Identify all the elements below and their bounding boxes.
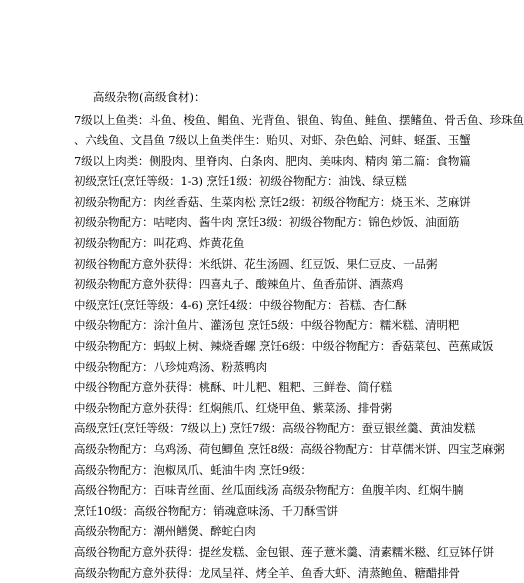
text-line: 中级杂物配方：蚂蚁上树、辣烧香螺 烹饪6级：中级谷物配方：香菇菜包、芭蕉咸饭 (74, 336, 500, 357)
text-line: 高级杂物配方：泡椒凤爪、蚝油牛肉 烹饪9级： (74, 460, 500, 481)
text-line: 初级谷物配方意外获得：米纸饼、花生汤圆、红豆饭、果仁豆皮、一品粥 (74, 254, 500, 275)
text-line: 7级以上鱼类：斗鱼、梭鱼、鲳鱼、光背鱼、银鱼、钩鱼、鲑鱼、摆鳍鱼、骨舌鱼、珍珠鱼 (74, 110, 500, 131)
text-line: 高级杂物配方意外获得：龙凤呈祥、烤全羊、鱼香大虾、清蒸鲍鱼、糖醋排骨 (74, 563, 500, 583)
text-line: 高级谷物配方：百味青丝面、丝瓜面线汤 高级杂物配方：鱼腹羊肉、红焖牛腩 (74, 480, 500, 501)
text-line: 高级杂物配方：乌鸡汤、荷包鲫鱼 烹饪8级：高级谷物配方：甘草儒米饼、四宝芝麻粥 (74, 439, 500, 460)
text-line: 烹饪10级：高级谷物配方：销魂意味汤、千刀酥雪饼 (74, 501, 500, 522)
text-line: 中级杂物配方：涂汁鱼片、灌汤包 烹饪5级：中级谷物配方：糯米糕、清明粑 (74, 315, 500, 336)
text-line: 、六线鱼、文昌鱼 7级以上鱼类伴生：贻贝、对虾、杂色蛤、河蚌、蛏蛋、玉蟹 (74, 130, 500, 151)
text-line: 初级杂物配方：叫花鸡、炸黄花鱼 (74, 233, 500, 254)
text-line: 初级烹饪(烹饪等级：1-3) 烹饪1级：初级谷物配方：油饯、绿豆糕 (74, 171, 500, 192)
text-line: 中级谷物配方意外获得：桃酥、叶儿粑、粗粑、三鲜卷、简仔糕 (74, 377, 500, 398)
text-line: 高级杂物配方：潮州鳝煲、醉蛇白肉 (74, 521, 500, 542)
text-line: 高级烹饪(烹饪等级：7级以上) 烹饪7级：高级谷物配方：蚕豆银丝羹、黄油发糕 (74, 418, 500, 439)
text-line: 7级以上肉类：侧股肉、里脊肉、白条肉、肥肉、美味肉、精肉 第二篇：食物篇 (74, 151, 500, 172)
text-line: 初级杂物配方：咕咾肉、酱牛肉 烹饪3级：初级谷物配方：锦色炒饭、油面筋 (74, 212, 500, 233)
text-line: 初级杂物配方意外获得：四喜丸子、酸辣鱼片、鱼香茄饼、酒蒸鸡 (74, 274, 500, 295)
document-title: 高级杂物(高级食材)： (93, 89, 205, 106)
text-line: 中级烹饪(烹饪等级：4-6) 烹饪4级：中级谷物配方：苔糕、杏仁酥 (74, 295, 500, 316)
text-line: 高级谷物配方意外获得：提丝发糕、金包银、莲子薏米羹、清素糯米糍、红豆钵仔饼 (74, 542, 500, 563)
text-line: 中级杂物配方：八珍炖鸡汤、粉蒸鸭肉 (74, 357, 500, 378)
text-line: 初级杂物配方：肉丝香菇、生菜肉松 烹饪2级：初级谷物配方：烧玉米、芝麻饼 (74, 192, 500, 213)
text-line: 中级杂物配方意外获得：红焖熊爪、红烧甲鱼、紫菜汤、排骨粥 (74, 398, 500, 419)
document-body (74, 110, 500, 583)
